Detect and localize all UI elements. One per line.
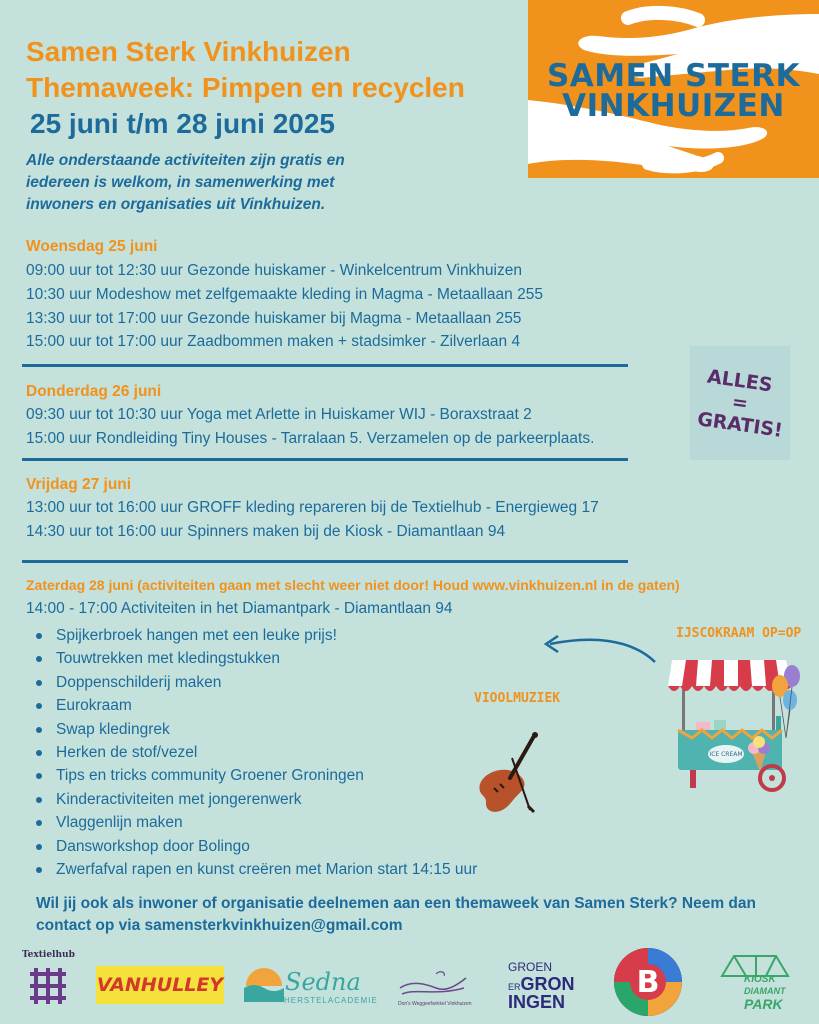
samen-sterk-logo	[528, 0, 819, 178]
list-item: Herken de stof/vezel	[36, 741, 477, 764]
sedna-logo-icon	[244, 966, 284, 1002]
groener-groningen-er: ER	[508, 982, 521, 992]
list-item: Touwtrekken met kledingstukken	[36, 647, 477, 670]
page-title-line-2: Themaweek: Pimpen en recyclen	[26, 72, 465, 103]
day-heading-saturday: Zaterdag 28 juni (activiteiten gaan met slecht weer niet door! Houd www.vinkhuizen.nl in de gaten)	[26, 577, 680, 593]
activity-wednesday-4: 15:00 uur tot 17:00 uur Zaadbommen maken + stadsimker - Zilverlaan 4	[26, 333, 521, 350]
kiosk-logo-line-1: KIOSK	[744, 974, 776, 985]
list-item: Spijkerbroek hangen met een leuke prijs!	[36, 624, 477, 647]
saturday-activity-list	[36, 624, 477, 881]
kiosk-logo-line-3: PARK	[744, 996, 783, 1012]
list-item: Vlaggenlijn maken	[36, 811, 477, 834]
list-item: Doppenschilderij maken	[36, 671, 477, 694]
dons-weggeefwinkel-label: Don's Weggeefwinkel Vinkhuizen	[398, 1001, 472, 1007]
day-heading-friday: Vrijdag 27 juni	[26, 476, 132, 493]
divider	[22, 364, 628, 367]
day-heading-wednesday: Woensdag 25 juni	[26, 238, 158, 255]
list-item: Eurokraam	[36, 694, 477, 717]
textielhub-label: Textielhub	[22, 950, 75, 960]
groener-groningen-line-3: INGEN	[508, 992, 566, 1012]
logo-text-line-2: VINKHUIZEN	[562, 88, 785, 124]
activity-thursday-2: 15:00 uur Rondleiding Tiny Houses - Tarralaan 5. Verzamelen op de parkeerplaats.	[26, 430, 595, 447]
groener-groningen-gron: GRON	[520, 974, 575, 994]
logo-text-line-1: SAMEN STERK	[546, 58, 801, 94]
vanhulley-logo: VANHULLEY	[96, 966, 224, 1004]
violin-label: VIOOLMUZIEK	[474, 691, 561, 706]
activity-thursday-1: 09:30 uur tot 10:30 uur Yoga met Arlette in Huiskamer WIJ - Boraxstraat 2	[26, 406, 532, 423]
intro-text: Alle onderstaande activiteiten zijn gratis en iedereen is welkom, in samenwerking met inwoners en organisaties uit Vinkhuizen.	[26, 152, 345, 213]
activity-friday-1: 13:00 uur tot 16:00 uur GROFF kleding repareren bij de Textielhub - Energieweg 17	[26, 499, 599, 516]
sticker-line-2: =	[730, 390, 750, 416]
day-heading-thursday: Donderdag 26 juni	[26, 383, 162, 400]
activity-wednesday-2: 10:30 uur Modeshow met zelfgemaakte kleding in Magma - Metaallaan 255	[26, 286, 543, 303]
saturday-intro: 14:00 - 17:00 Activiteiten in het Diamantpark - Diamantlaan 94	[26, 600, 453, 617]
sedna-logo-subtitle: HERSTELACADEMIE	[284, 996, 378, 1005]
alles-gratis-sticker	[690, 346, 790, 460]
activity-friday-2: 14:30 uur tot 16:00 uur Spinners maken bij de Kiosk - Diamantlaan 94	[26, 523, 506, 540]
violin-icon	[472, 730, 548, 814]
list-item: Zwerfafval rapen en kunst creëren met Marion start 14:15 uur	[36, 858, 477, 881]
kiosk-logo-line-2: DIAMANT	[744, 986, 786, 996]
event-dates: 25 juni t/m 28 juni 2025	[30, 108, 336, 139]
bolingo-letter: B	[636, 965, 660, 1000]
list-item: Kinderactiviteiten met jongerenwerk	[36, 788, 477, 811]
activity-wednesday-3: 13:30 uur tot 17:00 uur Gezonde huiskamer bij Magma - Metaallaan 255	[26, 310, 522, 327]
page-title-line-1: Samen Sterk Vinkhuizen	[26, 36, 351, 67]
divider	[22, 560, 628, 563]
contact-text: Wil jij ook als inwoner of organisatie deelnemen aan een themaweek van Samen Sterk? Neem dan contact op via samensterkvinkhuizen@gmail.com	[36, 895, 756, 934]
sticker-line-1: ALLES	[705, 365, 775, 397]
dons-weggeefwinkel-logo-icon	[396, 966, 470, 1000]
ice-cream-label: IJSCOKRAAM OP=OP	[676, 626, 802, 641]
divider	[22, 458, 628, 461]
activity-wednesday-1: 09:00 uur tot 12:30 uur Gezonde huiskamer - Winkelcentrum Vinkhuizen	[26, 262, 522, 279]
sedna-logo-name: Sedna	[285, 968, 361, 996]
list-item: Tips en tricks community Groener Groningen	[36, 764, 477, 787]
groener-groningen-line-1: GROEN	[508, 960, 553, 974]
arrow-icon	[540, 628, 660, 668]
sticker-line-3: GRATIS!	[695, 408, 785, 442]
cart-sign: ICE CREAM	[709, 751, 743, 758]
list-item: Swap kledingrek	[36, 718, 477, 741]
bolingo-logo-icon	[612, 946, 684, 1018]
textielhub-logo-icon	[28, 966, 68, 1006]
list-item: Dansworkshop door Bolingo	[36, 835, 477, 858]
ice-cream-cart-icon	[668, 656, 806, 792]
